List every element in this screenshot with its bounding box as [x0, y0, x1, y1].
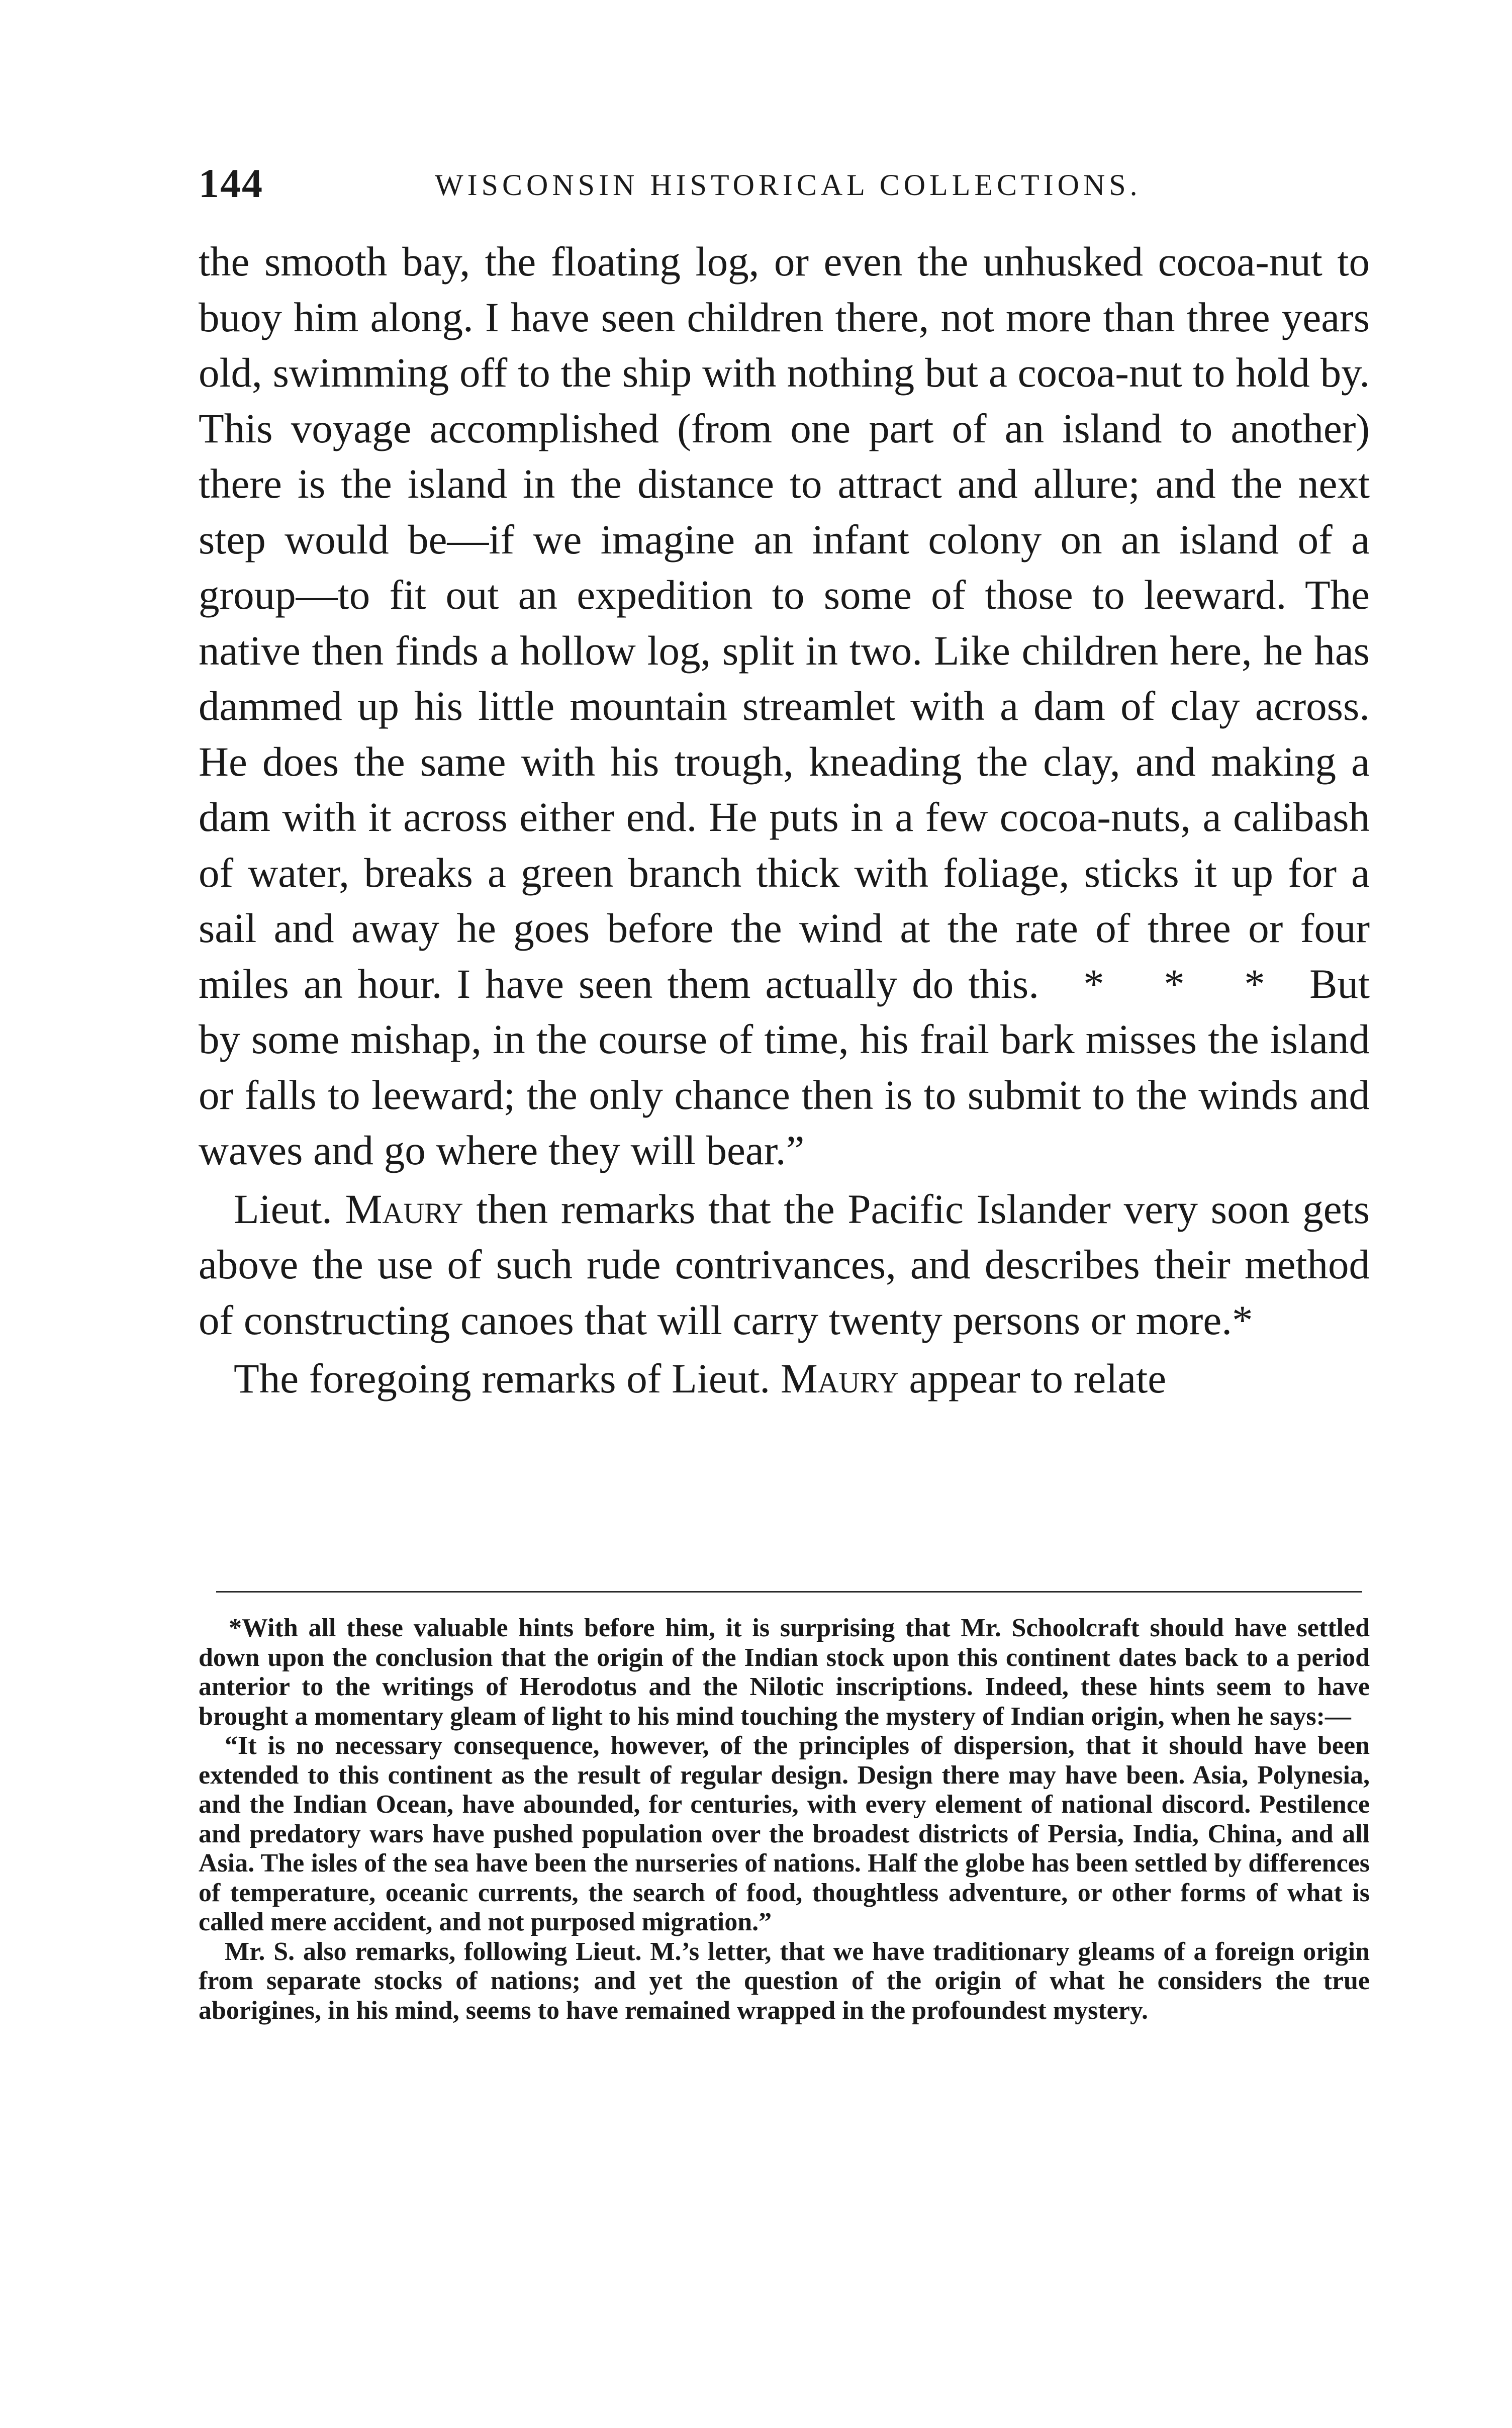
footnote-paragraph: Mr. S. also remarks, following Lieut. M.’s letter, that we have traditionary gleams of a foreign origin from separate stocks of nations; and yet the question of the origin of what he considers the true aborigines, in his mind, seems to have remained wrapped in the profoundest mystery. — [199, 1937, 1370, 2025]
page-header — [199, 160, 1370, 215]
paragraph-lead: Lieut. — [234, 1185, 332, 1232]
footnote-paragraph: *With all these valuable hints before him, it is surprising that Mr. Schoolcraft should have settled down upon the conclusion that the origin of the Indian stock upon this continent dates back to a period anterior to the writings of Herodotus and the Nilotic inscriptions. Indeed, these hints seem to have brought a momentary gleam of light to his mind touching the mystery of Indian origin, when he says:— — [199, 1614, 1370, 1731]
footnote-divider — [216, 1591, 1362, 1593]
star-mark: * — [1164, 960, 1185, 1007]
page-number: 144 — [199, 160, 263, 206]
paragraph-text: appear to relate — [909, 1355, 1167, 1402]
paragraph-text: But by some mishap, in the course of time, his frail bark misses the island or falls to leeward; the only chance then is to submit to the winds and waves and go where they will bear.” — [199, 960, 1370, 1173]
paragraph — [199, 1351, 1370, 1407]
star-mark: * — [1244, 960, 1265, 1007]
paragraph-lead: The foregoing remarks of Lieut. — [234, 1355, 771, 1402]
author-name: Maury — [345, 1185, 463, 1232]
paragraph-text: then remarks that the Pacific Islander very soon gets above the use of such rude contrivances, and describes their method of constructing canoes that will carry twenty persons or more.* — [199, 1185, 1370, 1343]
ellipsis-stars — [1054, 961, 1295, 1007]
running-head: WISCONSIN HISTORICAL COLLECTIONS. — [435, 168, 1142, 202]
paragraph-continued — [199, 234, 1370, 1178]
main-text — [199, 234, 1370, 1407]
footnote-quote: “It is no necessary consequence, however, of the principles of dispersion, that it should have been extended to this continent as the result of regular design. Design there may have been. Asia, Polynesia, and the Indian Ocean, have abounded, for centuries, with every element of national discord. Pestilence and predatory wars have pushed population over the broadest districts of Persia, India, China, and all Asia. The isles of the sea have been the nurseries of nations. Half the globe has been settled by differences of temperature, oceanic currents, the search of food, thoughtless adventure, or other forms of what is called mere accident, and not purposed migration.” — [199, 1731, 1370, 1936]
paragraph-text: the smooth bay, the floating log, or even the unhusked cocoa-nut to buoy him along. I have seen children there, not more than three years old, swimming off to the ship with nothing but a cocoa-nut to hold by. This voyage accomplished (from one part of an island to another) there is the island in the distance to attract and allure; and the next step would be—if we imagine an infant colony on an island of a group—to fit out an expedition to some of those to leeward. The native then finds a hollow log, split in two. Like children here, he has dammed up his little mountain streamlet with a dam of clay across. He does the same with his trough, kneading the clay, and making a dam with it across either end. He puts in a few cocoa-nuts, a calibash of water, breaks a green branch thick with foliage, sticks it up for a sail and away he goes before the wind at the rate of three or four miles an hour. I have seen them actually do this. — [199, 238, 1370, 1007]
paragraph — [199, 1181, 1370, 1348]
author-name: Maury — [780, 1355, 899, 1402]
star-mark: * — [1083, 960, 1104, 1007]
footnotes — [199, 1614, 1370, 2025]
